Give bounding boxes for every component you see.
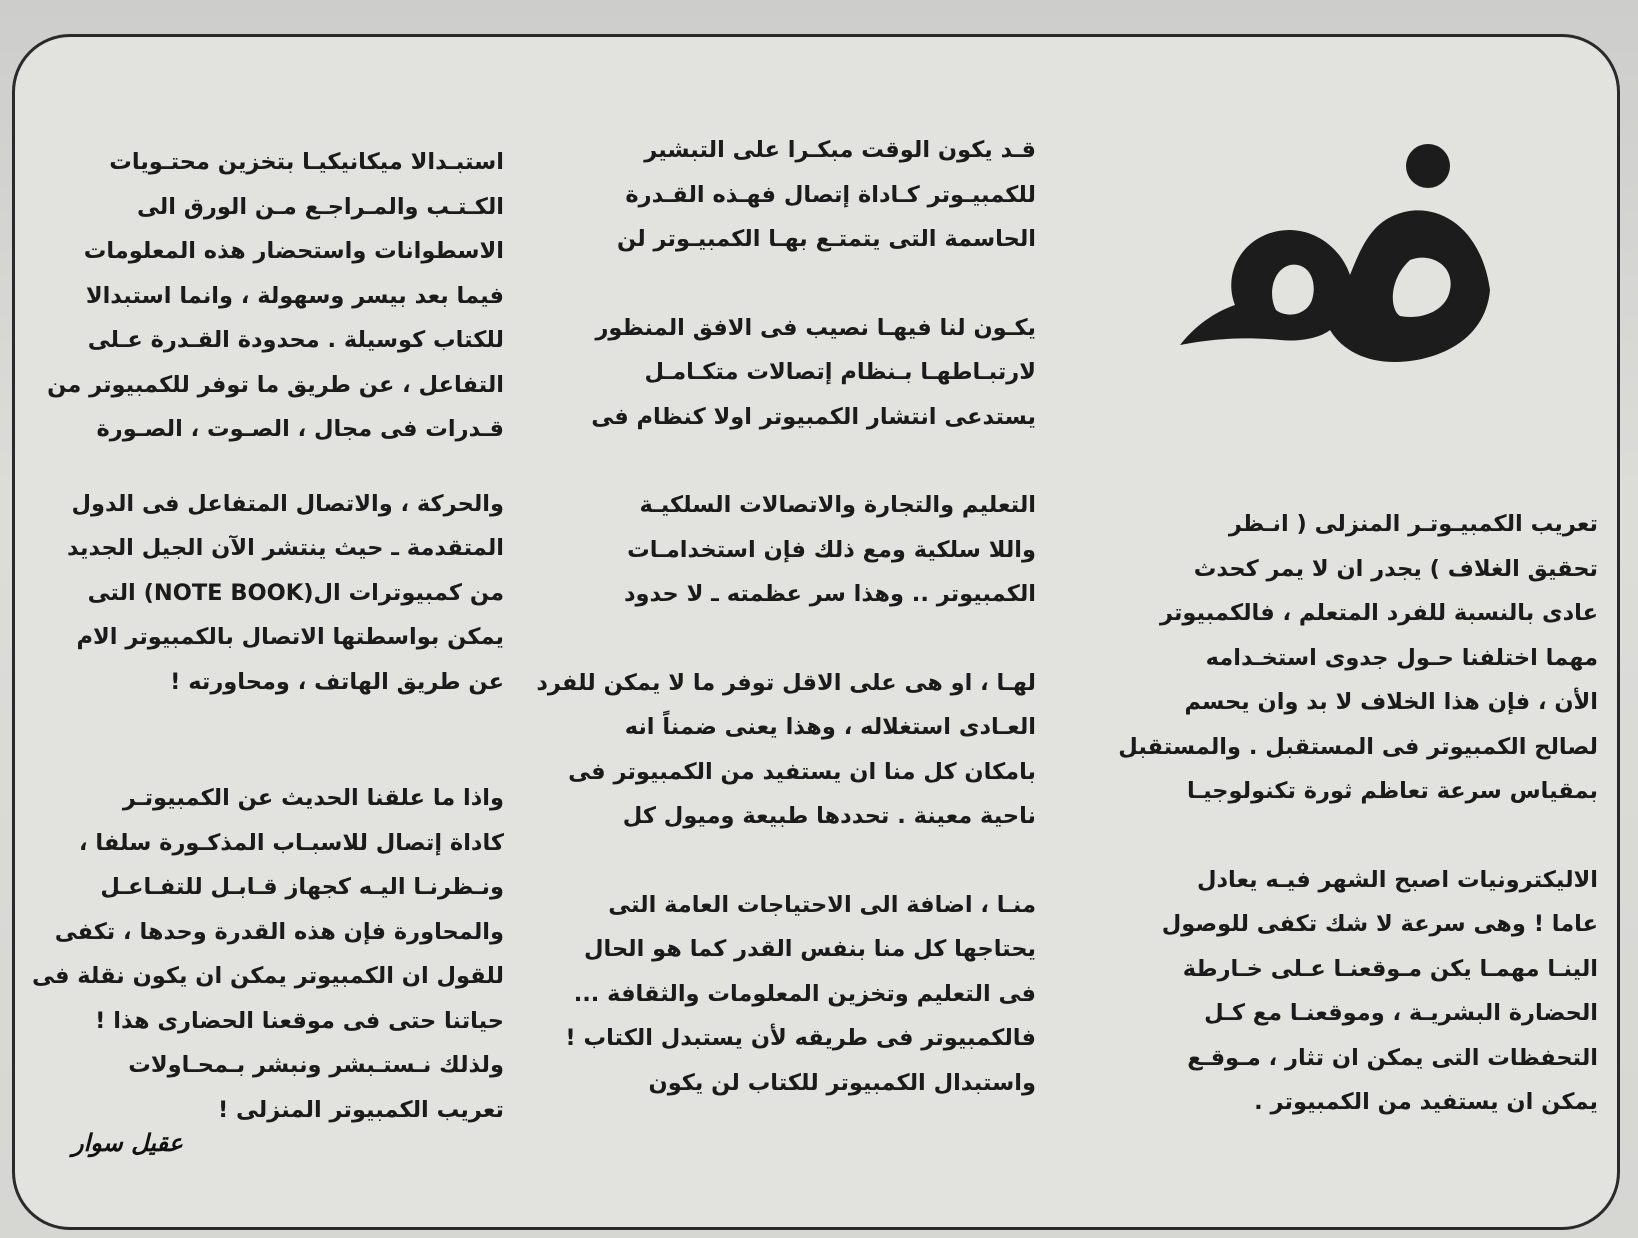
text-line: الاليكترونيات اصبح الشهر فيـه يعادل xyxy=(1196,866,1598,893)
paragraph xyxy=(565,883,1036,1106)
text-line: الأن ، فإن هذا الخلاف لا بد وان يحسم xyxy=(1184,689,1598,715)
text-line: الينـا مهمـا يكن مـوقعنـا عـلى خـارطة xyxy=(1182,955,1598,982)
paragraph xyxy=(34,482,504,705)
text-line: قـد يكون الوقت مبكـرا على التبشير xyxy=(644,137,1036,163)
text-line: فيما بعد بيسر وسهولة ، وانما استبدالا xyxy=(85,282,504,309)
text-line: قـدرات فى مجال ، الصـوت ، الصـورة xyxy=(96,416,504,442)
text-line: عن طريق الهاتف ، ومحاورته ! xyxy=(170,668,504,695)
text-line: الحاسمة التى يتمتـع بهـا الكمبيـوتر لن xyxy=(617,226,1036,252)
article-column-left xyxy=(31,140,504,1132)
text-line: تعريب الكمبيـوتـر المنزلى ( انـظر xyxy=(1228,511,1598,537)
paragraph xyxy=(34,140,504,452)
text-line: عادى بالنسبة للفرد المتعلم ، فالكمبيوتر xyxy=(1159,600,1598,626)
text-line: من كمبيوترات ال(NOTE BOOK) التى xyxy=(87,579,504,606)
text-line: لصالح الكمبيوتر فى المستقبل . والمستقبل xyxy=(1118,733,1598,760)
paragraph xyxy=(536,661,1036,839)
text-line: الكـتـب والمـراجـع مـن الورق الى xyxy=(137,193,504,220)
text-line: التحفظات التى يمكن ان تثار ، مـوقـع xyxy=(1187,1044,1598,1071)
text-line: يكـون لنا فيهـا نصيب فى الافق المنظور xyxy=(595,314,1036,341)
text-line: للقول ان الكمبيوتر يمكن ان يكون نقلة فى xyxy=(31,963,504,989)
text-line: واللا سلكية ومع ذلك فإن استخدامـات xyxy=(627,536,1036,563)
text-line: يمكن ان يستفيد من الكمبيوتر . xyxy=(1254,1089,1598,1115)
text-line: فى التعليم وتخزين المعلومات والثقافة ... xyxy=(573,980,1036,1007)
article-column-right xyxy=(1118,502,1598,1125)
text-line: التعليم والتجارة والاتصالات السلكيـة xyxy=(639,492,1036,518)
text-line: للكتاب كوسيلة . محدودة القـدرة عـلى xyxy=(87,327,504,353)
paragraph xyxy=(1118,502,1598,814)
text-line: الكمبيوتر .. وهذا سر عظمته ـ لا حدود xyxy=(624,581,1036,607)
text-line: عاما ! وهى سرعة لا شك تكفى للوصول xyxy=(1161,911,1598,937)
text-line: حياتنا حتى فى موقعنا الحضارى هذا ! xyxy=(95,1007,504,1034)
text-line: واستبدال الكمبيوتر للكتاب لن يكون xyxy=(648,1069,1036,1096)
text-line: بامكان كل منا ان يستفيد من الكمبيوتر فى xyxy=(568,758,1036,785)
text-line: ولذلك نـستـبشر ونبشر بـمحـاولات xyxy=(128,1052,504,1078)
text-line: تحقيق الغلاف ) يجدر ان لا يمر كحدث xyxy=(1193,555,1598,582)
text-line: لهـا ، او هى على الاقل توفر ما لا يمكن للفرد xyxy=(536,669,1036,696)
text-line: المتقدمة ـ حيث ينتشر الآن الجيل الجديد xyxy=(67,535,504,561)
text-line: والحركة ، والاتصال المتفاعل فى الدول xyxy=(71,490,504,517)
paragraph xyxy=(586,483,1036,617)
text-line: يستدعى انتشار الكمبيوتر اولا كنظام فى xyxy=(591,403,1036,430)
article-column-middle xyxy=(536,128,1036,1105)
author-signature: عقيل سوار xyxy=(72,1128,183,1157)
paragraph xyxy=(586,128,1036,262)
text-line: كاداة إتصال للاسبـاب المذكـورة سلفا ، xyxy=(79,829,504,856)
text-line: للكمبيـوتر كـاداة إتصال فهـذه القـدرة xyxy=(625,181,1036,208)
text-line: بمقياس سرعة تعاظم ثورة تكنولوجيـا xyxy=(1186,778,1598,804)
text-line: فالكمبيوتر فى طريقه لأن يستبدل الكتاب ! xyxy=(565,1025,1036,1051)
text-line: الحضارة البشريـة ، وموقعنـا مع كـل xyxy=(1204,1000,1598,1026)
text-line: العـادى استغلاله ، وهذا يعنى ضمناً انه xyxy=(624,714,1036,740)
text-line: التفاعل ، عن طريق ما توفر للكمبيوتر من xyxy=(47,371,504,398)
text-line: يمكن بواسطتها الاتصال بالكمبيوتر الام xyxy=(76,624,504,650)
text-line: ونـظرنـا اليـه كجهاز قـابـل للتفـاعـل xyxy=(100,874,504,900)
text-line: ناحية معينة . تحددها طبيعة وميول كل xyxy=(622,803,1036,829)
paragraph xyxy=(586,306,1036,440)
text-line: يحتاجها كل منا بنفس القدر كما هو الحال xyxy=(584,936,1036,962)
text-line: لارتبـاطهـا بـنظام إتصالات متكـامـل xyxy=(644,359,1036,385)
text-line: تعريب الكمبيوتر المنزلى ! xyxy=(217,1096,504,1123)
text-line: منـا ، اضافة الى الاحتياجات العامة التى xyxy=(608,891,1036,918)
text-line: واذا ما علقنا الحديث عن الكمبيوتـر xyxy=(122,785,504,811)
paragraph xyxy=(31,776,504,1132)
text-line: الاسطوانات واستحضار هذه المعلومات xyxy=(83,238,504,264)
text-line: والمحاورة فإن هذه القدرة وحدها ، تكفى xyxy=(54,918,504,945)
text-line: مهما اختلفنا حـول جدوى استخـدامه xyxy=(1205,644,1598,671)
text-line: استبـدالا ميكانيكيـا بتخزين محتـويات xyxy=(109,149,504,175)
zahw-logo xyxy=(1180,140,1520,380)
paragraph xyxy=(1128,858,1598,1125)
